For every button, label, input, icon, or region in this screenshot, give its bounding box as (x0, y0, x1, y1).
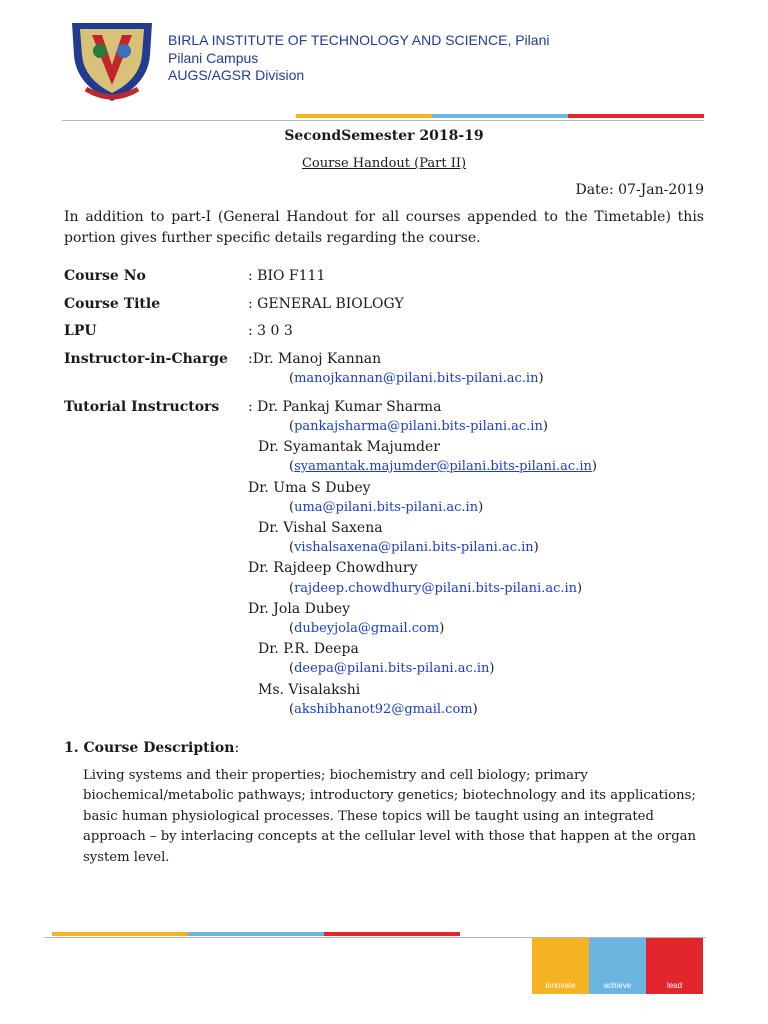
header-rule (62, 120, 704, 121)
handout-title: Course Handout (Part II) (301, 156, 467, 171)
tutor-email-link[interactable]: rajdeep.chowdhury@pilani.bits-pilani.ac.in (294, 581, 578, 596)
institute-name: BIRLA INSTITUTE OF TECHNOLOGY AND SCIENCE, Pilani (168, 32, 550, 48)
course-description-heading (64, 740, 239, 756)
bits-logo (62, 15, 162, 105)
footer-stripe-blue (188, 932, 324, 936)
tutor-email-link[interactable]: uma@pilani.bits-pilani.ac.in (294, 500, 479, 515)
course-no-label: Course No (64, 268, 146, 284)
footer-innovate-block (532, 938, 589, 994)
tutor-email-link[interactable]: syamantak.majumder@pilani.bits-pilani.ac.in (294, 459, 592, 474)
course-title-label: Course Title (64, 296, 161, 312)
header-stripe-red (568, 114, 704, 118)
institute-header (168, 32, 549, 85)
tutor-name: Dr. Uma S Dubey (248, 480, 371, 496)
tutor-name: : Dr. Pankaj Kumar Sharma (248, 399, 442, 415)
footer-stripe-red (324, 932, 460, 936)
course-description-heading-text: 1. Course Description (64, 740, 235, 756)
footer-lead-text: lead (666, 981, 683, 990)
course-description-heading-colon: : (234, 740, 240, 756)
tutor-email-link[interactable]: dubeyjola@gmail.com (294, 621, 440, 636)
tutor-name: Dr. Rajdeep Chowdhury (248, 560, 418, 576)
tutor-email-link[interactable]: deepa@pilani.bits-pilani.ac.in (294, 661, 490, 676)
tutor-email-line: (dubeyjola@gmail.com) (289, 621, 445, 636)
header-stripe-blue (432, 114, 568, 118)
tutor-name: Dr. Syamantak Majumder (258, 439, 440, 455)
footer-innovate-text: innovate (545, 981, 576, 990)
instructor-in-charge-label: Instructor-in-Charge (64, 351, 228, 367)
tutor-name: Ms. Visalakshi (258, 682, 361, 698)
tutor-email-line: (akshibhanot92@gmail.com) (289, 702, 478, 717)
lpu-label: LPU (64, 323, 97, 339)
tutor-email-line: (vishalsaxena@pilani.bits-pilani.ac.in) (289, 540, 539, 555)
instructor-in-charge-email-line: (manojkannan@pilani.bits-pilani.ac.in) (289, 371, 544, 386)
tutor-email-link[interactable]: pankajsharma@pilani.bits-pilani.ac.in (294, 419, 543, 434)
intro-paragraph: In addition to part-I (General Handout for all courses appended to the Timetable) this portion gives further specific details regarding the course. (64, 209, 704, 246)
tutor-email-link[interactable]: akshibhanot92@gmail.com (294, 702, 473, 717)
division-name: AUGS/AGSR Division (168, 67, 305, 83)
tutor-email-link[interactable]: vishalsaxena@pilani.bits-pilani.ac.in (294, 540, 534, 555)
footer-achieve-text: achieve (603, 981, 632, 990)
semester-title: SecondSemester 2018-19 (284, 128, 484, 144)
course-description-body: Living systems and their properties; biochemistry and cell biology; primary biochemical/metabolic pathways; introductory genetics; biotechnology and its applications; basic human physiological processes. These topics will be taught using an integrated approach – by interlacing concepts at the cellular level with those that happen at the organ system level. (83, 768, 696, 865)
tutor-name: Dr. P.R. Deepa (258, 641, 359, 657)
tutor-email-line: (pankajsharma@pilani.bits-pilani.ac.in) (289, 419, 548, 434)
footer-lead-block (646, 938, 703, 994)
tutor-email-line: (rajdeep.chowdhury@pilani.bits-pilani.ac.in) (289, 581, 583, 596)
footer-achieve-block (589, 938, 646, 994)
tutor-email-line: (deepa@pilani.bits-pilani.ac.in) (289, 661, 495, 676)
document-date: Date: 07-Jan-2019 (575, 182, 704, 198)
campus-name: Pilani Campus (168, 49, 259, 66)
footer-stripe-yellow (52, 932, 188, 936)
header-stripe-yellow (296, 114, 432, 118)
tutor-name: Dr. Jola Dubey (248, 601, 350, 617)
lpu-value: : 3 0 3 (248, 323, 293, 339)
course-title-value: : GENERAL BIOLOGY (248, 296, 404, 312)
instructor-in-charge-email-link[interactable]: manojkannan@pilani.bits-pilani.ac.in (294, 371, 539, 386)
tutor-email-line: (syamantak.majumder@pilani.bits-pilani.ac.in) (289, 459, 597, 474)
tutor-name: Dr. Vishal Saxena (258, 520, 383, 536)
instructor-in-charge-name: :Dr. Manoj Kannan (248, 351, 382, 367)
course-no-value: : BIO F111 (248, 268, 326, 284)
bits-logo-icon (62, 15, 162, 105)
tutor-email-line: (uma@pilani.bits-pilani.ac.in) (289, 500, 484, 515)
tutorial-instructors-label: Tutorial Instructors (64, 399, 220, 415)
